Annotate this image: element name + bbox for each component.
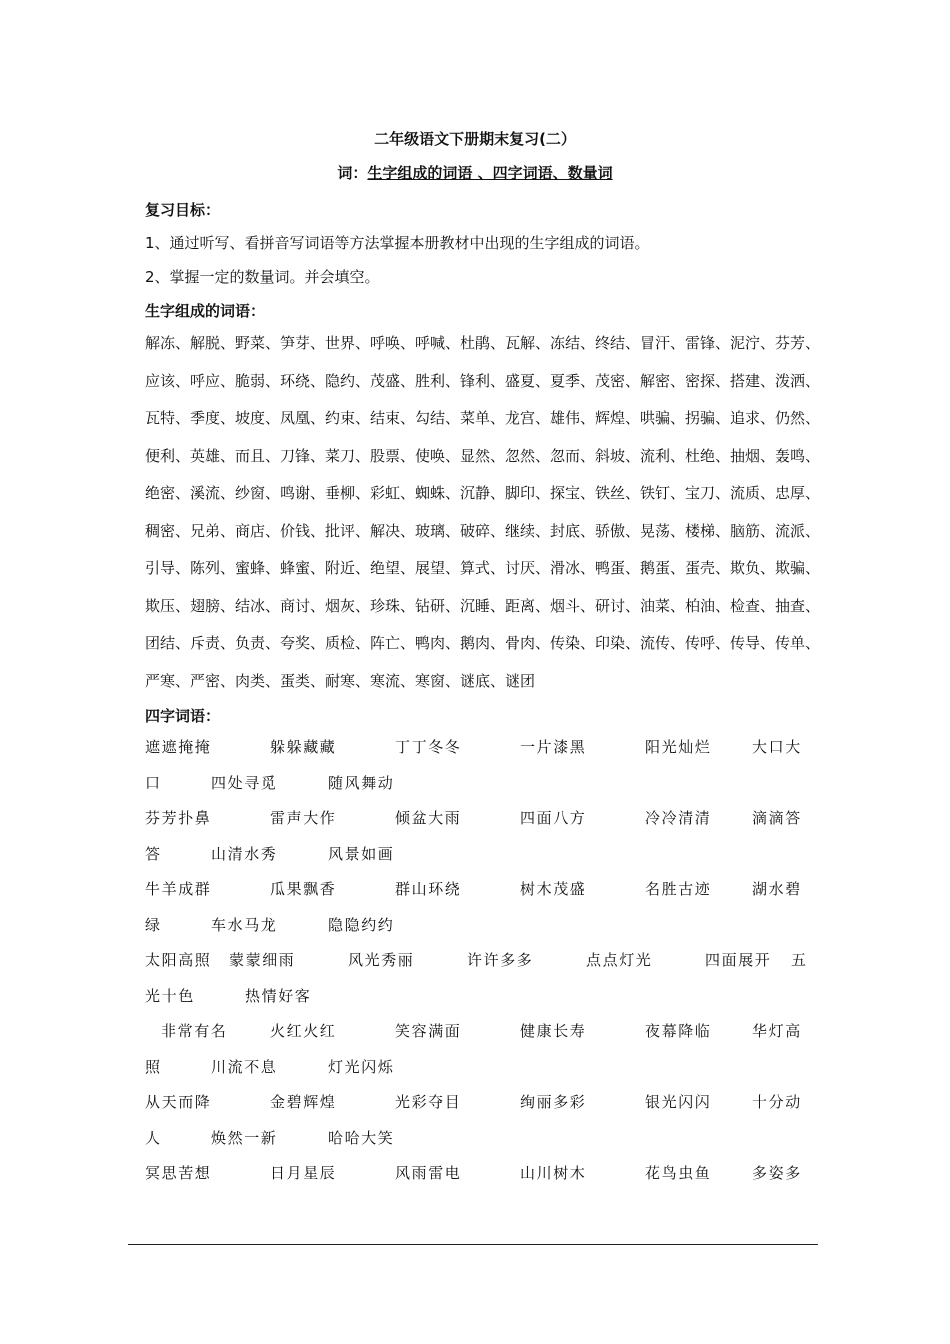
vocab-line: 绝密、溪流、纱窗、鸣谢、垂柳、彩虹、蜘蛛、沉静、脚印、探宝、铁丝、铁钉、宝刀、流质、忠厚、 — [145, 484, 821, 502]
four-char-row — [145, 807, 815, 843]
four-char-term: 五 — [791, 951, 808, 969]
vocab-line: 团结、斥责、负责、夸奖、质检、阵亡、鸭肉、鹅肉、骨肉、传染、印染、流传、传呼、传导、传单、 — [145, 634, 821, 652]
four-char-term: 绿 — [145, 915, 162, 934]
four-char-row — [145, 1056, 815, 1092]
four-char-term: 车水马龙 — [211, 915, 278, 934]
four-char-term: 风景如画 — [328, 844, 395, 863]
four-char-term: 倾盆大雨 — [395, 809, 462, 827]
four-char-row — [145, 1127, 815, 1163]
vocab-line: 稠密、兄弟、商店、价钱、批评、解决、玻璃、破碎、继续、封底、骄傲、晃荡、楼梯、脑筋、流派、 — [145, 521, 821, 540]
vocab-line: 欺压、翅膀、结冰、商讨、烟灰、珍珠、钻研、沉睡、距离、烟斗、研讨、油菜、柏油、检查、抽查、 — [145, 596, 821, 615]
vocab-line: 严寒、严密、肉类、蛋类、耐寒、寒流、寒窗、谜底、谜团 — [145, 671, 536, 690]
four-char-term: 树木茂盛 — [520, 880, 587, 898]
four-char-term: 光彩夺目 — [395, 1093, 462, 1111]
goal-item-1: 1、通过听写、看拼音写词语等方法掌握本册教材中出现的生字组成的词语。 — [145, 234, 650, 252]
four-char-term: 群山环绕 — [395, 880, 462, 898]
four-char-term: 点点灯光 — [586, 951, 653, 969]
four-char-term: 四处寻觅 — [211, 773, 278, 792]
four-char-term: 银光闪闪 — [645, 1093, 712, 1111]
four-char-row — [145, 985, 815, 1021]
four-char-row — [145, 878, 815, 914]
four-char-term: 从天而降 — [145, 1093, 212, 1111]
vocab-line: 应该、呼应、脆弱、环绕、隐约、茂盛、胜利、锋利、盛夏、夏季、茂密、解密、密探、搭建、泼洒、 — [145, 371, 821, 390]
four-char-term: 躲躲藏藏 — [270, 738, 337, 756]
four-char-row — [145, 843, 815, 879]
goal-item-2: 2、掌握一定的数量词。并会填空。 — [145, 268, 380, 286]
vocab-heading: 生字组成的词语： — [145, 302, 266, 320]
four-char-term: 遮遮掩掩 — [145, 738, 212, 756]
vocab-line: 解冻、解脱、野菜、笋芽、世界、呼唤、呼喊、杜鹃、瓦解、冻结、终结、冒汗、雷锋、泥泞、芬芳、 — [145, 334, 821, 352]
four-char-row — [145, 736, 815, 772]
four-char-row — [145, 914, 815, 950]
four-char-term: 灯光闪烁 — [328, 1057, 395, 1076]
four-char-term: 阳光灿烂 — [645, 738, 712, 756]
four-char-row — [145, 949, 815, 985]
four-char-term: 山清水秀 — [211, 844, 278, 863]
four-char-row — [145, 772, 815, 808]
four-char-term: 许许多多 — [467, 951, 534, 969]
four-char-row — [145, 1162, 815, 1198]
vocab-line: 便利、英雄、而且、刀锋、菜刀、股票、使唤、显然、忽然、忽而、斜坡、流利、杜绝、抽烟、轰鸣、 — [145, 446, 821, 465]
goals-heading: 复习目标： — [145, 201, 221, 219]
four-char-term: 多姿多 — [752, 1164, 802, 1182]
vocab-list — [145, 325, 821, 700]
document-title: 二年级语文下册期末复习(二） — [374, 130, 576, 148]
four-char-term: 风光秀丽 — [348, 951, 415, 969]
four-char-term: 丁丁冬冬 — [395, 738, 462, 756]
four-char-term: 人 — [145, 1128, 162, 1147]
four-char-term: 蒙蒙细雨 — [229, 951, 296, 969]
document-subtitle — [0, 162, 950, 183]
four-char-term: 夜幕降临 — [645, 1022, 712, 1040]
four-char-term: 一片漆黑 — [520, 738, 587, 756]
four-char-term: 大口大 — [752, 738, 802, 756]
four-char-term: 隐隐约约 — [328, 915, 395, 934]
footer-divider — [128, 1244, 818, 1245]
four-char-row — [145, 1020, 815, 1056]
four-char-row — [145, 1091, 815, 1127]
four-char-term: 答 — [145, 844, 162, 863]
four-char-term: 金碧辉煌 — [270, 1093, 337, 1111]
four-char-term: 川流不息 — [211, 1057, 278, 1076]
four-char-term: 光十色 — [145, 986, 195, 1005]
four-char-term: 湖水碧 — [752, 880, 802, 898]
four-char-term: 四面展开 — [705, 951, 772, 969]
four-char-term: 日月星辰 — [270, 1164, 337, 1182]
vocab-line: 引导、陈列、蜜蜂、蜂蜜、附近、绝望、展望、算式、讨厌、滑冰、鸭蛋、鹅蛋、蛋壳、欺负、欺骗、 — [145, 559, 821, 577]
four-char-term: 非常有名 — [161, 1022, 228, 1040]
four-char-term: 随风舞动 — [328, 773, 395, 792]
four-char-term: 哈哈大笑 — [328, 1128, 395, 1147]
four-char-term: 牛羊成群 — [145, 880, 212, 898]
subtitle-underlined: 生字组成的词语 、四字词语、数量词 — [367, 164, 613, 182]
four-char-term: 焕然一新 — [211, 1128, 278, 1147]
four-char-list — [145, 736, 815, 1198]
four-char-term: 风雨雷电 — [395, 1164, 462, 1182]
subtitle-prefix: 词： — [337, 164, 368, 182]
four-char-term: 照 — [145, 1057, 162, 1076]
four-char-term: 山川树木 — [520, 1164, 587, 1182]
four-char-term: 花鸟虫鱼 — [645, 1164, 712, 1182]
four-char-term: 四面八方 — [520, 809, 587, 827]
four-char-term: 冥思苦想 — [145, 1164, 212, 1182]
four-char-heading: 四字词语： — [145, 707, 221, 725]
four-char-term: 绚丽多彩 — [520, 1093, 587, 1111]
four-char-term: 滴滴答 — [752, 809, 802, 827]
four-char-term: 华灯高 — [752, 1022, 802, 1040]
four-char-term: 雷声大作 — [270, 809, 337, 827]
four-char-term: 瓜果飘香 — [270, 880, 337, 898]
four-char-term: 十分动 — [752, 1093, 802, 1111]
four-char-term: 冷冷清清 — [645, 809, 712, 827]
four-char-term: 健康长寿 — [520, 1022, 587, 1040]
four-char-term: 芬芳扑鼻 — [145, 809, 212, 827]
four-char-term: 火红火红 — [270, 1022, 337, 1040]
four-char-term: 太阳高照 — [145, 951, 212, 969]
four-char-term: 笑容满面 — [395, 1022, 462, 1040]
four-char-term: 口 — [145, 773, 162, 792]
four-char-term: 热情好客 — [245, 986, 312, 1005]
vocab-line: 瓦特、季度、坡度、凤凰、约束、结束、勾结、菜单、龙宫、雄伟、辉煌、哄骗、拐骗、追求、仍然、 — [145, 409, 821, 427]
four-char-term: 名胜古迹 — [645, 880, 712, 898]
